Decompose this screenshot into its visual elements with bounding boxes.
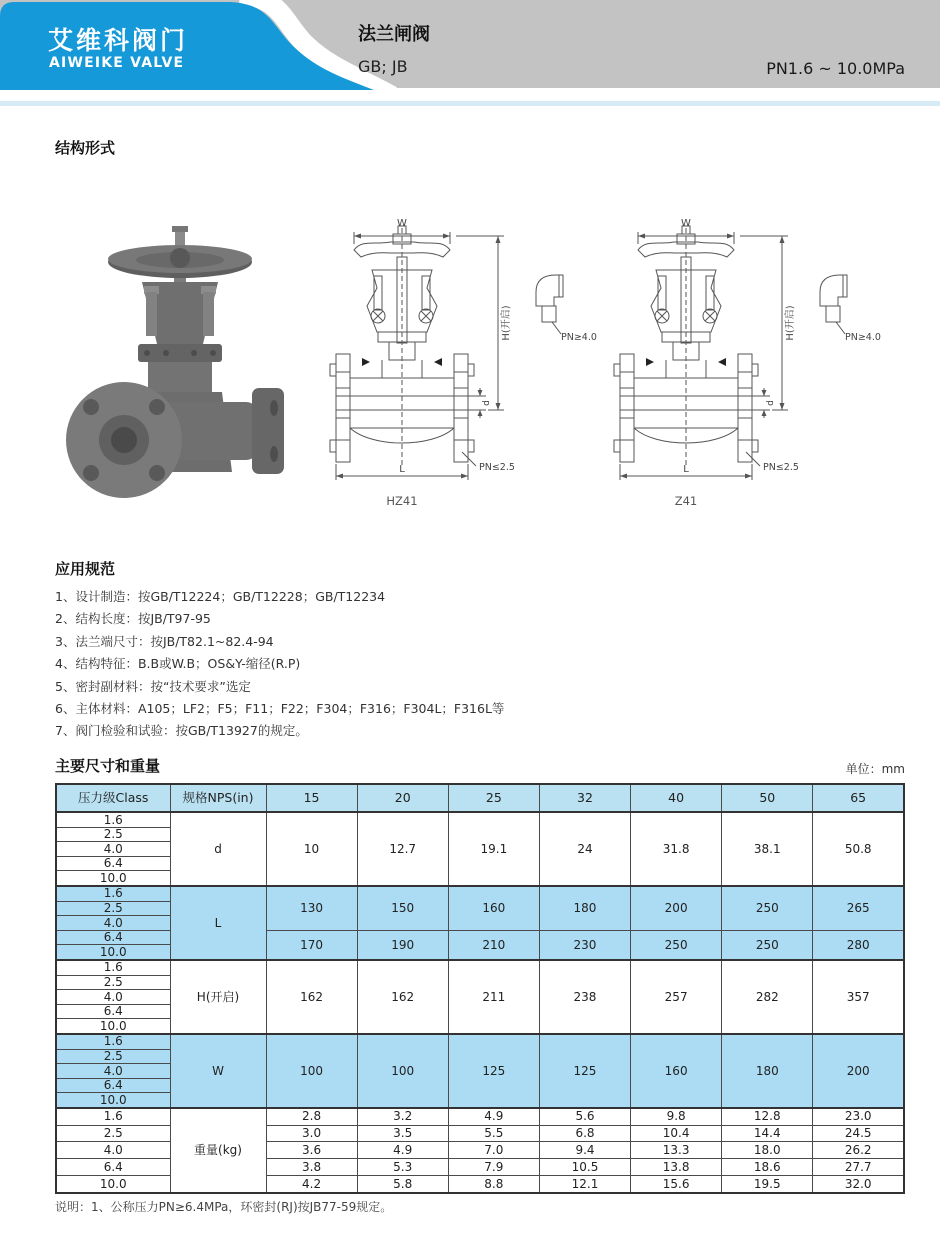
cell: 190 (357, 930, 448, 960)
cell: 50.8 (813, 812, 904, 886)
dim-label-w: W (681, 218, 691, 229)
logo-english: AIWEIKE VALVE (49, 55, 185, 71)
pressure-class-cell: 1.6 (56, 812, 170, 827)
cell: 180 (722, 1034, 813, 1108)
cell: 3.0 (266, 1125, 357, 1142)
model-label: Z41 (674, 494, 698, 508)
valve-photo (46, 220, 314, 508)
cell: 250 (722, 930, 813, 960)
cell: 5.3 (357, 1159, 448, 1176)
cell: 257 (631, 960, 722, 1034)
cell: 162 (266, 960, 357, 1034)
pressure-range-label: PN1.6 ~ 10.0MPa (766, 59, 905, 78)
application-item: 1、设计制造：按GB/T12224；GB/T12228；GB/T12234 (55, 589, 386, 604)
cell: 230 (539, 930, 630, 960)
table-row (56, 886, 904, 901)
cell: 282 (722, 960, 813, 1034)
application-section-title: 应用规范 (55, 560, 116, 578)
cell: 18.0 (722, 1142, 813, 1159)
valve-drawing-hz41 (316, 212, 608, 512)
cell: 38.1 (722, 812, 813, 886)
table-row (56, 960, 904, 975)
cell: 4.9 (357, 1142, 448, 1159)
pressure-class-cell: 10.0 (56, 871, 170, 886)
dim-label-d: d (482, 400, 492, 406)
cell: 31.8 (631, 812, 722, 886)
cell: 24 (539, 812, 630, 886)
table-row (56, 812, 904, 827)
cell: 3.6 (266, 1142, 357, 1159)
pressure-class-cell: 2.5 (56, 1049, 170, 1064)
cell: 7.0 (448, 1142, 539, 1159)
cell: 14.4 (722, 1125, 813, 1142)
cell: 9.8 (631, 1108, 722, 1125)
col-header: 50 (722, 784, 813, 812)
pn-low-label: PN≤2.5 (479, 462, 515, 473)
cell: 250 (722, 886, 813, 930)
cell: 15.6 (631, 1176, 722, 1193)
cell: 238 (539, 960, 630, 1034)
cell: 170 (266, 930, 357, 960)
cell: 3.5 (357, 1125, 448, 1142)
cell: 4.2 (266, 1176, 357, 1193)
cell: 8.8 (448, 1176, 539, 1193)
col-header: 压力级Class (56, 784, 170, 812)
dimensions-table (55, 783, 905, 1194)
cell: 13.8 (631, 1159, 722, 1176)
group-label-cell: W (170, 1034, 266, 1108)
cell: 13.3 (631, 1142, 722, 1159)
pressure-class-cell: 4.0 (56, 842, 170, 857)
cell: 2.8 (266, 1108, 357, 1125)
table-row (56, 1108, 904, 1125)
cell: 19.1 (448, 812, 539, 886)
header-accent-strip (0, 101, 940, 106)
pressure-class-cell: 10.0 (56, 945, 170, 960)
col-header: 40 (631, 784, 722, 812)
table-note: 说明：1、公称压力PN≥6.4MPa，环密封(RJ)按JB77-59规定。 (55, 1200, 393, 1214)
pressure-class-cell: 2.5 (56, 901, 170, 916)
dim-label-d: d (766, 400, 776, 406)
cell: 125 (539, 1034, 630, 1108)
pressure-class-cell: 1.6 (56, 1034, 170, 1049)
cell: 100 (357, 1034, 448, 1108)
pn-high-label: PN≥4.0 (561, 332, 597, 343)
pressure-class-cell: 6.4 (56, 1004, 170, 1019)
table-header-row (56, 784, 904, 812)
model-label: HZ41 (386, 494, 418, 508)
pn-low-label: PN≤2.5 (763, 462, 799, 473)
pressure-class-cell: 4.0 (56, 1064, 170, 1079)
application-item: 2、结构长度：按JB/T97-95 (55, 611, 211, 627)
group-label-cell: H(开启) (170, 960, 266, 1034)
cell: 12.8 (722, 1108, 813, 1125)
cell: 280 (813, 930, 904, 960)
cell: 23.0 (813, 1108, 904, 1125)
pressure-class-cell: 2.5 (56, 975, 170, 990)
dim-label-h: H(开启) (785, 305, 796, 341)
application-item: 4、结构特征：B.B或W.B；OS&Y-缩径(R.P) (55, 656, 301, 672)
cell: 150 (357, 886, 448, 930)
group-label-cell: L (170, 886, 266, 960)
table-row (56, 1034, 904, 1049)
cell: 18.6 (722, 1159, 813, 1176)
dim-label-l: L (399, 464, 405, 475)
pressure-class-cell: 4.0 (56, 990, 170, 1005)
cell: 32.0 (813, 1176, 904, 1193)
cell: 180 (539, 886, 630, 930)
cell: 24.5 (813, 1125, 904, 1142)
standards-label: GB; JB (358, 57, 408, 76)
cell: 26.2 (813, 1142, 904, 1159)
pressure-class-cell: 10.0 (56, 1019, 170, 1034)
cell: 3.2 (357, 1108, 448, 1125)
pressure-class-cell: 1.6 (56, 960, 170, 975)
col-header: 15 (266, 784, 357, 812)
pressure-class-cell: 6.4 (56, 1159, 170, 1176)
cell: 211 (448, 960, 539, 1034)
col-header: 规格NPS(in) (170, 784, 266, 812)
pressure-class-cell: 6.4 (56, 1078, 170, 1093)
application-item: 5、密封副材料：按“技术要求”选定 (55, 678, 251, 694)
dim-label-h: H(开启) (501, 305, 512, 341)
cell: 12.7 (357, 812, 448, 886)
cell: 5.5 (448, 1125, 539, 1142)
col-header: 65 (813, 784, 904, 812)
cell: 19.5 (722, 1176, 813, 1193)
cell: 130 (266, 886, 357, 930)
pressure-class-cell: 1.6 (56, 886, 170, 901)
cell: 10.4 (631, 1125, 722, 1142)
cell: 7.9 (448, 1159, 539, 1176)
cell: 5.8 (357, 1176, 448, 1193)
cell: 250 (631, 930, 722, 960)
product-title: 法兰闸阀 (358, 24, 430, 45)
pressure-class-cell: 4.0 (56, 1142, 170, 1159)
cell: 125 (448, 1034, 539, 1108)
cell: 12.1 (539, 1176, 630, 1193)
group-label-cell: 重量(kg) (170, 1108, 266, 1193)
cell: 9.4 (539, 1142, 630, 1159)
group-label-cell: d (170, 812, 266, 886)
application-item: 7、阀门检验和试验：按GB/T13927的规定。 (55, 723, 308, 739)
cell: 162 (357, 960, 448, 1034)
table-section-title: 主要尺寸和重量 (55, 757, 161, 775)
pressure-class-cell: 2.5 (56, 1125, 170, 1142)
cell: 265 (813, 886, 904, 930)
pressure-class-cell: 2.5 (56, 827, 170, 842)
structure-section-title: 结构形式 (55, 139, 116, 157)
cell: 160 (631, 1034, 722, 1108)
col-header: 32 (539, 784, 630, 812)
cell: 200 (631, 886, 722, 930)
cell: 4.9 (448, 1108, 539, 1125)
application-item: 3、法兰端尺寸：按JB/T82.1~82.4-94 (55, 633, 274, 649)
valve-drawing-z41 (600, 212, 892, 512)
cell: 10 (266, 812, 357, 886)
cell: 210 (448, 930, 539, 960)
pressure-class-cell: 1.6 (56, 1108, 170, 1125)
cell: 10.5 (539, 1159, 630, 1176)
logo-chinese: 艾维科阀门 (48, 26, 189, 55)
pressure-class-cell: 10.0 (56, 1176, 170, 1193)
col-header: 25 (448, 784, 539, 812)
dim-label-l: L (683, 464, 689, 475)
cell: 6.8 (539, 1125, 630, 1142)
pressure-class-cell: 10.0 (56, 1093, 170, 1108)
cell: 200 (813, 1034, 904, 1108)
unit-label: 单位：mm (845, 762, 905, 776)
application-items (55, 586, 504, 743)
cell: 357 (813, 960, 904, 1034)
application-item: 6、主体材料：A105；LF2；F5；F11；F22；F304；F316；F304L；F316L等 (55, 700, 505, 716)
pressure-class-cell: 6.4 (56, 856, 170, 871)
cell: 5.6 (539, 1108, 630, 1125)
cell: 160 (448, 886, 539, 930)
col-header: 20 (357, 784, 448, 812)
pressure-class-cell: 4.0 (56, 916, 170, 931)
dim-label-w: W (397, 218, 407, 229)
cell: 100 (266, 1034, 357, 1108)
cell: 3.8 (266, 1159, 357, 1176)
pressure-class-cell: 6.4 (56, 930, 170, 945)
cell: 27.7 (813, 1159, 904, 1176)
pn-high-label: PN≥4.0 (845, 332, 881, 343)
